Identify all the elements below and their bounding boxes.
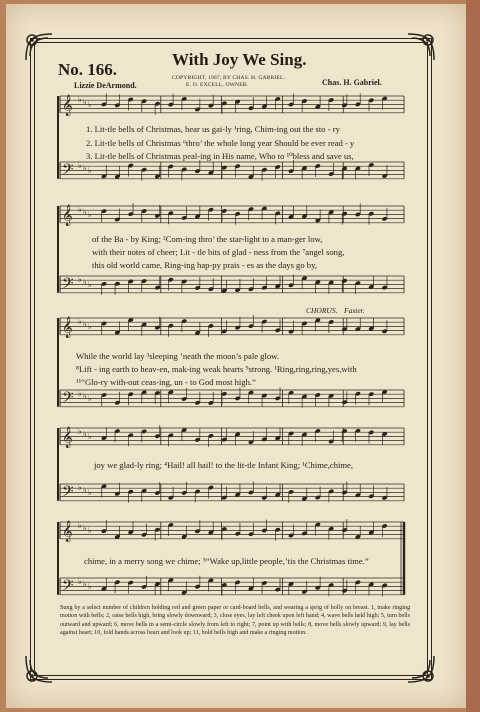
svg-text:♭: ♭ xyxy=(78,389,82,398)
svg-text:♭: ♭ xyxy=(78,275,82,284)
svg-text:♭: ♭ xyxy=(88,166,92,175)
bass-clef-icon: 𝄢 xyxy=(62,389,74,410)
staff xyxy=(60,315,404,338)
svg-text:♭: ♭ xyxy=(88,210,92,219)
svg-text:♭: ♭ xyxy=(78,577,82,586)
svg-text:♭: ♭ xyxy=(78,521,82,530)
treble-clef-icon: 𝄞 xyxy=(62,205,73,226)
svg-text:♭: ♭ xyxy=(88,432,92,441)
svg-text:♭: ♭ xyxy=(78,483,82,492)
copyright-line: COPYRIGHT, 1907, BY CHAS. H. GABRIEL. xyxy=(172,75,286,81)
treble-clef-icon: 𝄞 xyxy=(62,95,73,116)
lyric-line: ⁸Lift - ing earth to heav-en, mak-ing weak hearts ⁹strong. ¹Ring,ring,ring,yes,with xyxy=(76,364,357,374)
svg-text:♭: ♭ xyxy=(83,579,87,589)
lyric-line: of the Ba - by King; ²Com-ing thro’ the star-light to a man-ger low, xyxy=(92,234,323,244)
staff xyxy=(60,203,404,226)
staff xyxy=(60,93,404,116)
svg-text:♭: ♭ xyxy=(88,280,92,289)
svg-text:♭: ♭ xyxy=(88,100,92,109)
chorus-label: CHORUS. xyxy=(306,306,338,315)
svg-text:♭: ♭ xyxy=(78,161,82,170)
lyric-line: ¹¹“Glo-ry with-out ceas-ing, un - to God most high.” xyxy=(76,377,256,387)
lyricist-credit: Lizzie DeArmond. xyxy=(74,81,137,90)
treble-clef-icon: 𝄞 xyxy=(62,427,73,448)
treble-clef-icon: 𝄞 xyxy=(62,521,73,542)
lyric-line: with their notes of cheer; Lit - tle bits of glad - ness from the ⁷angel song, xyxy=(92,247,345,257)
bass-clef-icon: 𝄢 xyxy=(62,577,74,598)
bass-clef-icon: 𝄢 xyxy=(62,275,74,296)
svg-text:♭: ♭ xyxy=(88,394,92,403)
treble-clef-icon: 𝄞 xyxy=(62,317,73,338)
staff xyxy=(60,387,404,410)
svg-text:♭: ♭ xyxy=(78,427,82,436)
bass-clef-icon: 𝄢 xyxy=(62,483,74,504)
staff xyxy=(60,425,404,448)
svg-text:♭: ♭ xyxy=(88,322,92,331)
performance-footnote: Sung by a select number of children holding red and green paper or card-board bells, and wearing a sprig of holly on breast. 1, make ringing motion with bells; 2, raise bells high, bring slowly downward; 3, close eyes, lay left cheek upon left hand; 4, wave bells held high; 5, turn bells outward and upward; 6, move bells in a semi-circle slowly from left to right; 7, point up with bells; 8, move bells slowly upward; 9, lay bells against heart; 10, fold hands across heart and look up; 11, hold bells high and make a ringing motion. xyxy=(60,605,410,636)
lyric-line: 2. Lit-tle bells of Christmas ⁶thro’ the whole long year Should be ever read - y xyxy=(86,138,355,148)
svg-text:♭: ♭ xyxy=(83,207,87,217)
copyright-owner: E. O. EXCELL, OWNER. xyxy=(186,82,249,88)
hymn-title: With Joy We Sing. xyxy=(172,50,307,69)
svg-text:♭: ♭ xyxy=(88,488,92,497)
chorus-tempo: Faster. xyxy=(344,306,365,315)
svg-text:♭: ♭ xyxy=(88,526,92,535)
lyric-line: 3. Lit-tle bells of Christmas peal-ing in His name, Who to ¹⁰bless and save us, xyxy=(86,151,354,161)
lyric-line: chime, in a merry song we chime; ⁵“Wake up,little people,’tis the Christmas time.” xyxy=(84,556,369,566)
svg-text:♭: ♭ xyxy=(83,319,87,329)
hymn-number: No. 166. xyxy=(58,60,118,79)
staff xyxy=(60,519,404,542)
svg-text:♭: ♭ xyxy=(83,163,87,173)
lyric-line: this old world came, Ring-ing hap-py prais - es as the days go by, xyxy=(92,260,317,270)
composer-credit: Chas. H. Gabriel. xyxy=(322,78,382,87)
staff xyxy=(60,481,404,504)
lyric-line: 1. Lit-tle bells of Christmas, hear us gai-ly ¹ring, Chim-ing out the sto - ry xyxy=(86,124,340,134)
svg-text:♭: ♭ xyxy=(78,95,82,104)
svg-text:♭: ♭ xyxy=(83,485,87,495)
lyric-line: joy we glad-ly ring; ⁴Hail! all hail! to the lit-tle Infant King; ¹Chime,chime, xyxy=(94,460,354,470)
svg-text:♭: ♭ xyxy=(88,582,92,591)
staff xyxy=(60,576,404,598)
svg-text:♭: ♭ xyxy=(83,97,87,107)
svg-text:♭: ♭ xyxy=(83,277,87,287)
svg-text:♭: ♭ xyxy=(78,317,82,326)
svg-text:♭: ♭ xyxy=(78,205,82,214)
svg-text:♭: ♭ xyxy=(83,429,87,439)
svg-text:♭: ♭ xyxy=(83,391,87,401)
lyric-line: While the world lay ³sleeping ’neath the moon’s pale glow. xyxy=(76,351,279,361)
svg-text:♭: ♭ xyxy=(83,523,87,533)
bass-clef-icon: 𝄢 xyxy=(62,161,74,182)
staff xyxy=(60,274,404,296)
staff xyxy=(60,160,404,182)
